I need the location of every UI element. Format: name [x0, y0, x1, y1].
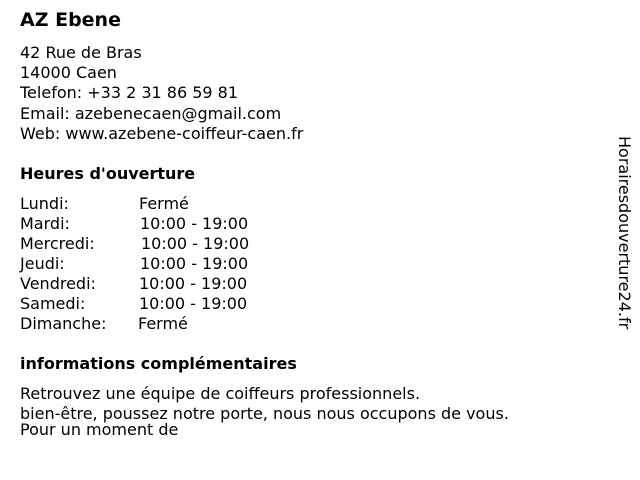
- info-line: bien-être, poussez notre porte, nous nous occupons de vous.: [20, 404, 509, 423]
- hours-value: 10:00 - 19:00: [139, 294, 248, 313]
- info-line: Pour un moment de: [20, 420, 179, 439]
- day-label: Mercredi:: [20, 234, 95, 253]
- day-label: Mardi:: [20, 214, 70, 233]
- day-label: Dimanche:: [20, 314, 107, 333]
- address-street: 42 Rue de Bras: [20, 43, 142, 62]
- hours-value: 10:00 - 19:00: [140, 214, 249, 233]
- day-label: Samedi:: [20, 294, 86, 313]
- additional-info-heading: informations complémentaires: [20, 354, 297, 373]
- day-label: Jeudi:: [20, 254, 65, 273]
- hours-value: 10:00 - 19:00: [139, 274, 248, 293]
- opening-hours-heading: Heures d'ouverture: [20, 164, 196, 183]
- business-name: AZ Ebene: [20, 9, 121, 31]
- day-label: Lundi:: [20, 194, 69, 213]
- website-text: Web: www.azebene-coiffeur-caen.fr: [20, 123, 304, 143]
- day-label: Vendredi:: [20, 274, 96, 293]
- hours-value: 10:00 - 19:00: [141, 234, 250, 253]
- info-line: Retrouvez une équipe de coiffeurs professionnels.: [20, 384, 421, 403]
- hours-value: Fermé: [139, 194, 189, 213]
- contact-block: [20, 43, 303, 144]
- address-city: 14000 Caen: [20, 63, 117, 83]
- phone-text: Telefon: +33 2 31 86 59 81: [20, 83, 239, 103]
- email-text: Email: azebenecaen@gmail.com: [20, 103, 282, 123]
- site-watermark: Horairesdouverture24.fr: [615, 136, 634, 330]
- hours-value: 10:00 - 19:00: [140, 254, 249, 273]
- hours-value: Fermé: [138, 314, 188, 333]
